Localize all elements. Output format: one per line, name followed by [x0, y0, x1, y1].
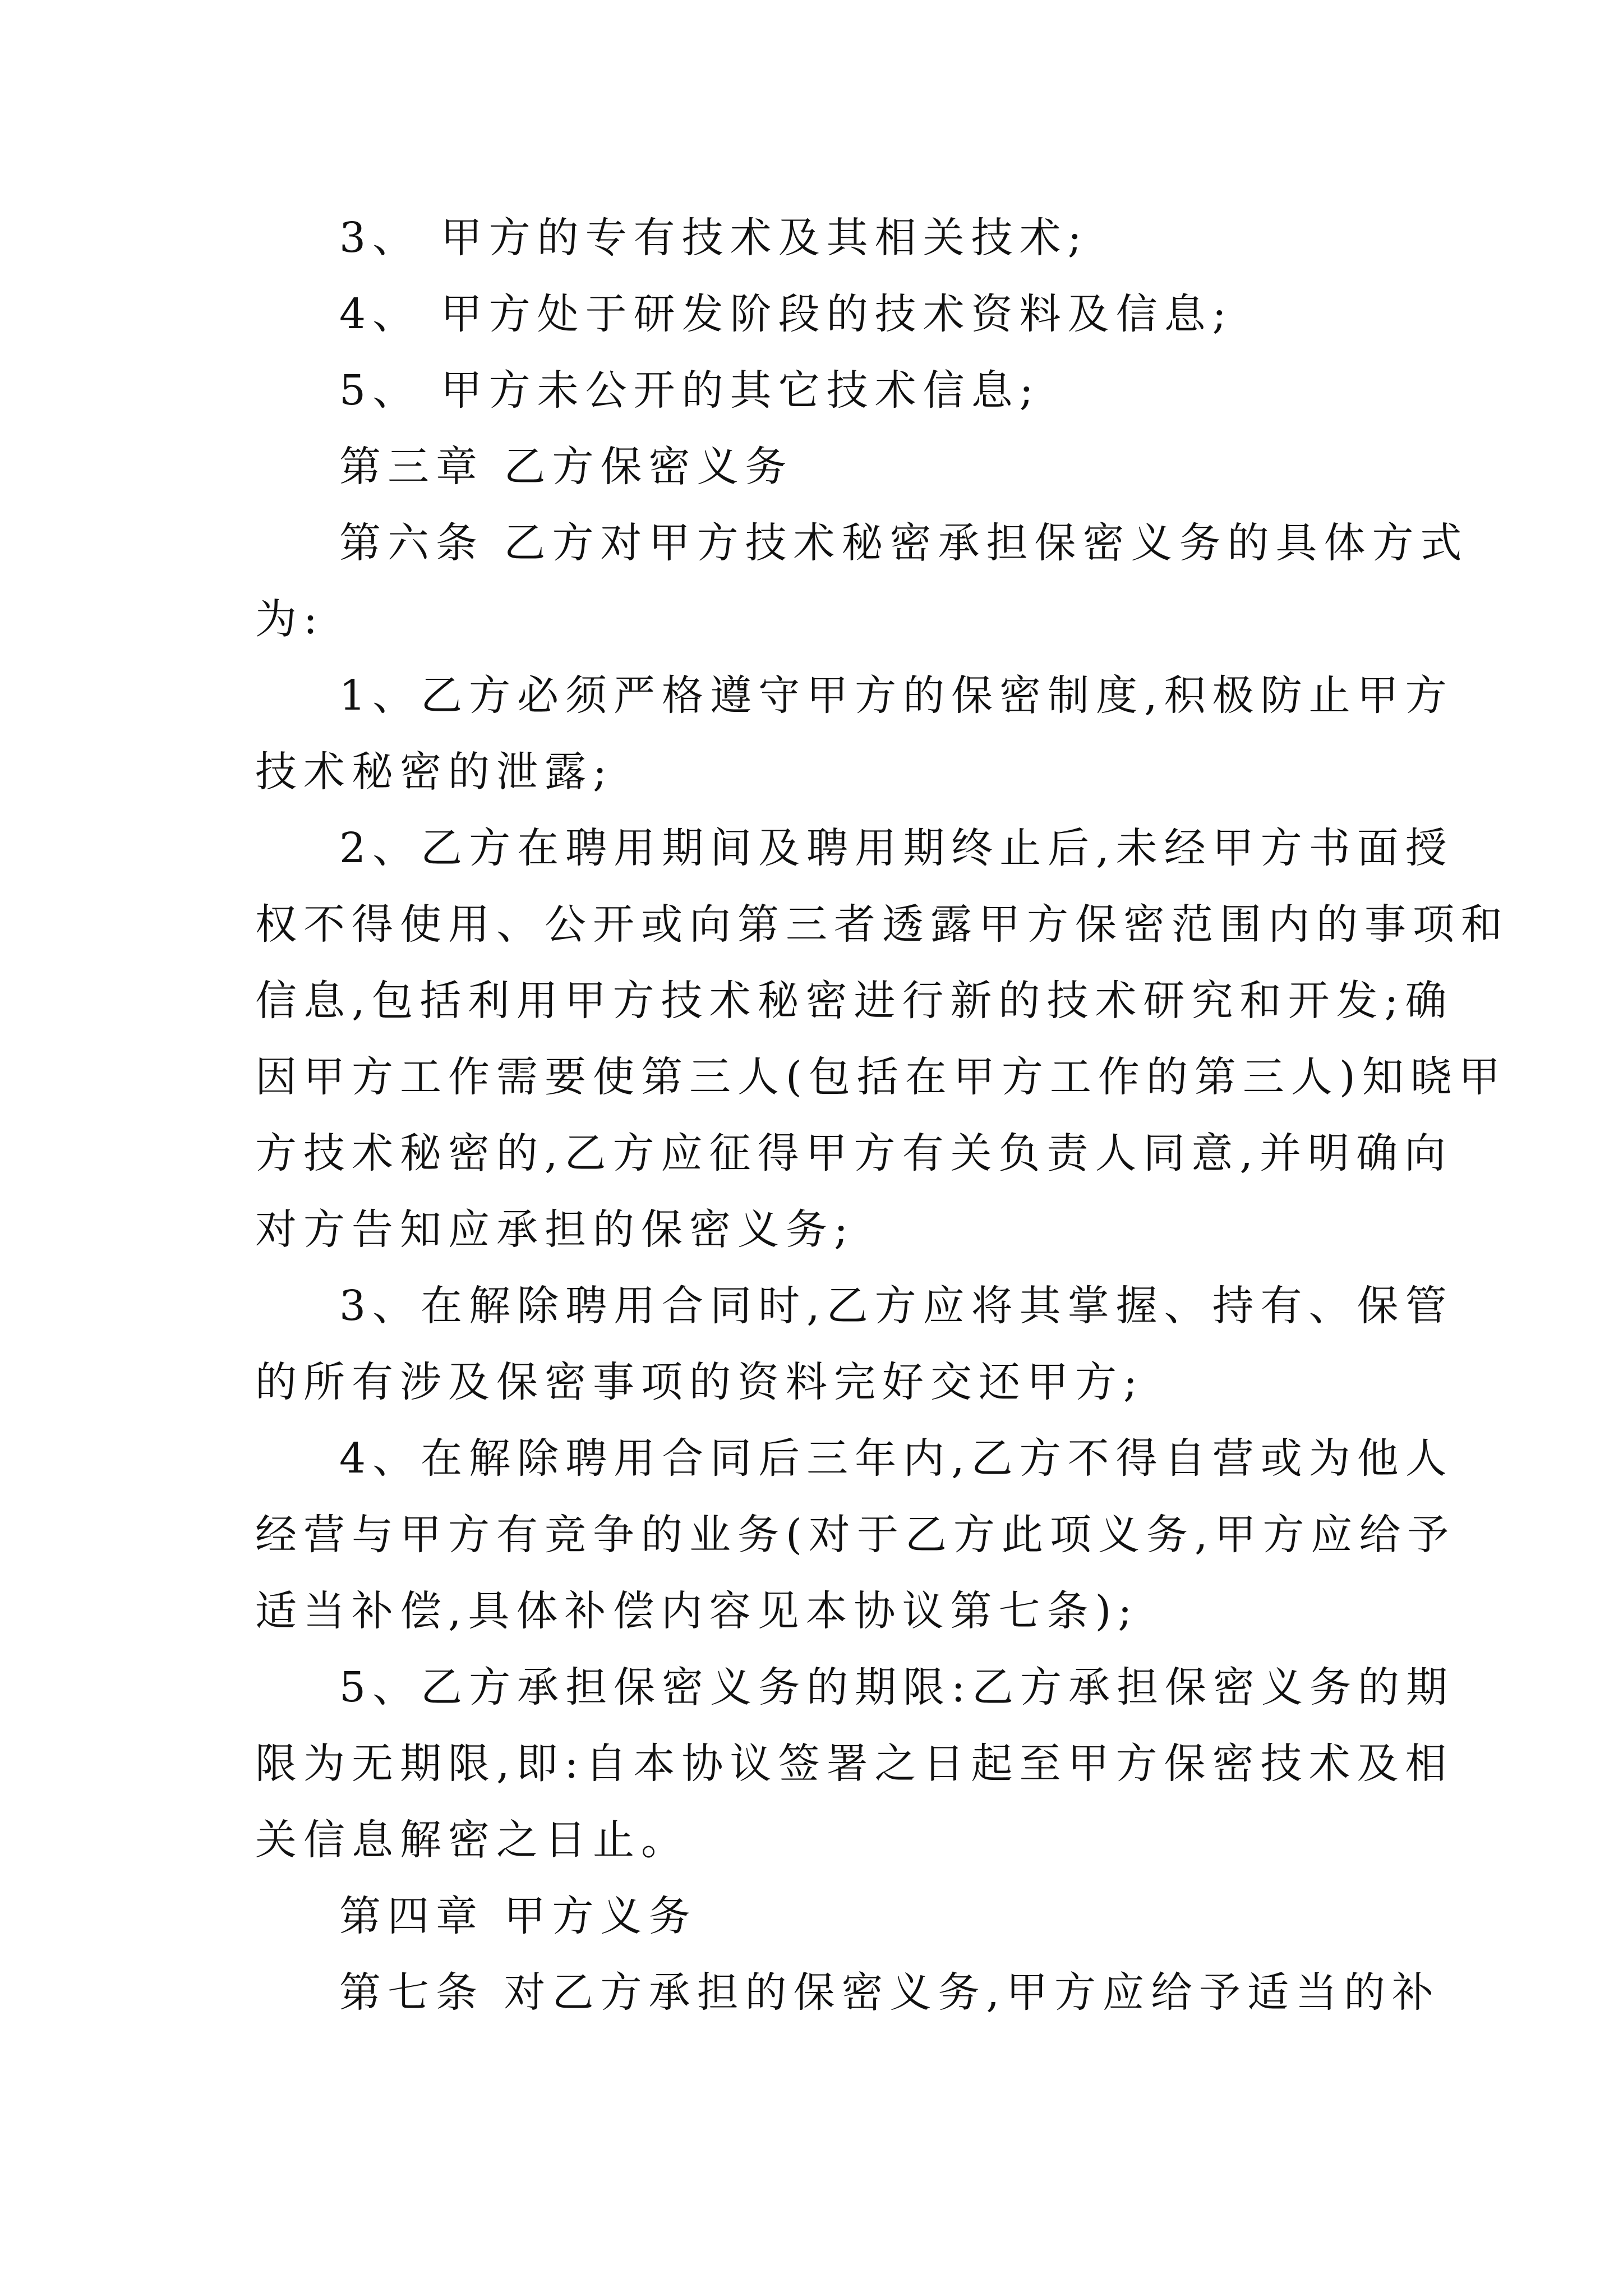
clause-4-text-continued: 经营与甲方有竞争的业务(对于乙方此项义务,甲方应给予: [255, 1511, 1456, 1559]
list-item-3: 3、 甲方的专有技术及其相关技术;: [339, 214, 1089, 262]
clause-5-text-continued: 限为无期限,即:自本协议签署之日起至甲方保密技术及相: [255, 1740, 1454, 1788]
clause-2-text-continued: 对方告知应承担的保密义务;: [255, 1205, 855, 1254]
article-six-text-continued: 为:: [255, 595, 324, 643]
clause-5-text-continued: 关信息解密之日止。: [255, 1816, 689, 1864]
clause-1-text: 1、乙方必须严格遵守甲方的保密制度,积极防止甲方: [339, 671, 1454, 720]
article-seven-text: 第七条 对乙方承担的保密义务,甲方应给予适当的补: [339, 1968, 1441, 2017]
clause-3-text-continued: 的所有涉及保密事项的资料完好交还甲方;: [255, 1358, 1144, 1406]
chapter-three-heading: 第三章 乙方保密义务: [339, 443, 794, 491]
clause-5-text: 5、乙方承担保密义务的期限:乙方承担保密义务的期: [339, 1663, 1455, 1711]
clause-2-text-continued: 因甲方工作需要使第三人(包括在甲方工作的第三人)知晓甲: [255, 1053, 1507, 1101]
list-item-4: 4、 甲方处于研发阶段的技术资料及信息;: [339, 290, 1233, 338]
clause-2-text: 2、乙方在聘用期间及聘用期终止后,未经甲方书面授: [339, 824, 1454, 872]
clause-2-text-continued: 权不得使用、公开或向第三者透露甲方保密范围内的事项和: [255, 900, 1509, 949]
clause-2-text-continued: 信息,包括利用甲方技术秘密进行新的技术研究和开发;确: [255, 977, 1454, 1025]
clause-4-text-continued: 适当补偿,具体补偿内容见本协议第七条);: [255, 1587, 1139, 1635]
clause-4-text: 4、在解除聘用合同后三年内,乙方不得自营或为他人: [339, 1434, 1454, 1483]
article-six-text: 第六条 乙方对甲方技术秘密承担保密义务的具体方式: [339, 519, 1469, 567]
clause-2-text-continued: 方技术秘密的,乙方应征得甲方有关负责人同意,并明确向: [255, 1129, 1453, 1177]
clause-3-text: 3、在解除聘用合同时,乙方应将其掌握、持有、保管: [339, 1282, 1454, 1330]
list-item-5: 5、 甲方未公开的其它技术信息;: [339, 366, 1040, 415]
document-body: [255, 200, 1509, 2031]
chapter-four-heading: 第四章 甲方义务: [339, 1892, 697, 1940]
clause-1-text-continued: 技术秘密的泄露;: [255, 748, 614, 796]
